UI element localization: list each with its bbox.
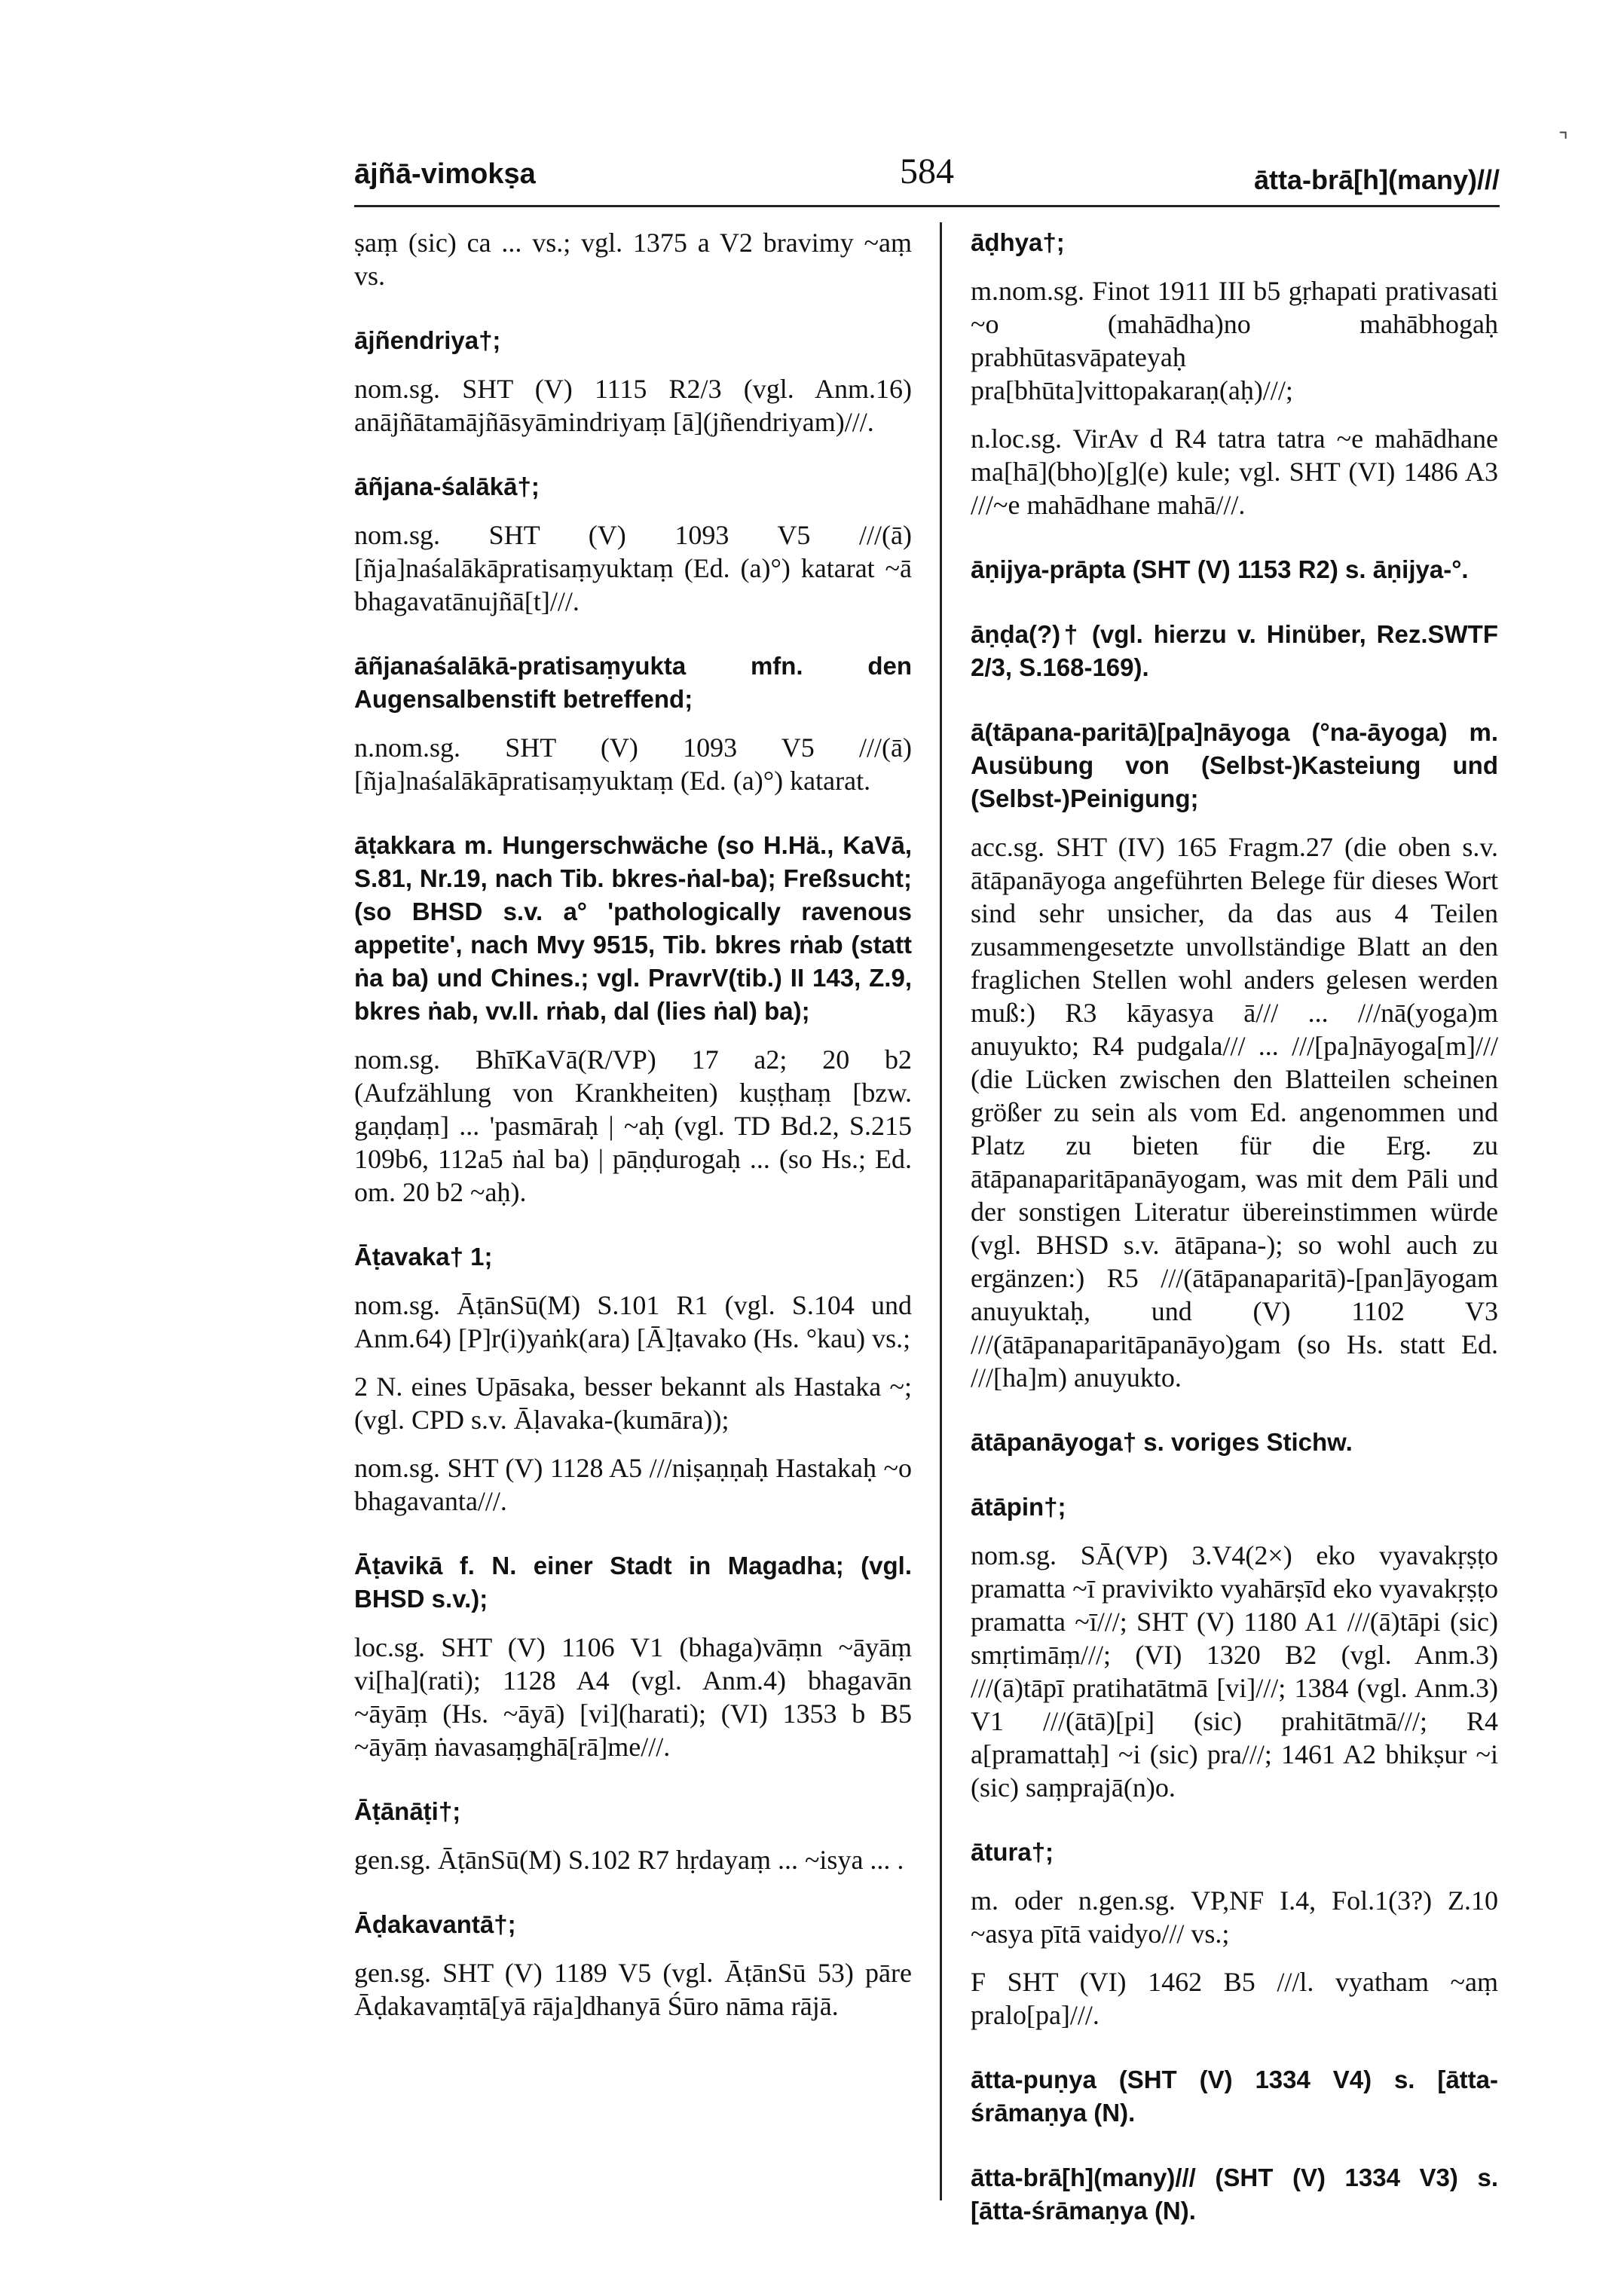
- entry-headword: ātāpin†;: [971, 1493, 1066, 1521]
- right-column: [971, 226, 1498, 2243]
- corner-mark: ⌝: [1558, 128, 1569, 153]
- header-left-catchword: ājñā-vimokṣa: [354, 158, 536, 190]
- entry-text: nom.sg. SHT (V) 1128 A5 ///niṣaṇṇaḥ Hastakaḥ ~o bhagavanta///.: [354, 1453, 912, 1516]
- entry-headword: Āṭānāṭi†;: [354, 1797, 461, 1825]
- entry-text: n.loc.sg. VirAv d R4 tatra tatra ~e mahādhane ma[hā](bho)[g](e) kule; vgl. SHT (VI) 1486 A3 ///~e mahādhane mahā///.: [971, 424, 1498, 520]
- entry-headword: āñjana-śalākā†;: [354, 472, 540, 500]
- entry-text: nom.sg. SHT (V) 1093 V5 ///(ā)[ñja]naśalākāpratisaṃyuktaṃ (Ed. (a)°) katarat ~ā bhagavatānujñā[t]///.: [354, 520, 912, 616]
- entry-text: gen.sg. ĀṭānSū(M) S.102 R7 hṛdayaṃ ... ~isya ... .: [354, 1845, 904, 1875]
- entry-text: gen.sg. SHT (V) 1189 V5 (vgl. ĀṭānSū 53) pāre Āḍakavaṃtā[yā rāja]dhanyā Śūro nāma rājā.: [354, 1958, 912, 2021]
- entry-headword: ātāpanāyoga† s. voriges Stichw.: [971, 1428, 1353, 1456]
- entry-headword: āṭakkara m. Hungerschwäche (so H.Hä., KaVā, S.81, Nr.19, nach Tib. bkres-ṅal-ba); Freßsucht; (so BHSD s.v. a° 'pathologically ravenous appetite', nach Mvy 9515, Tib. bkres rṅab (statt ṅa ba) und Chines.; vgl. PravrV(tib.) II 143, Z.9, bkres ṅab, vv.ll. rṅab, dal (lies ṅal) ba);: [354, 831, 912, 1025]
- entry-headword: Āṭavikā f. N. einer Stadt in Magadha; (vgl. BHSD s.v.);: [354, 1552, 912, 1613]
- entry-text: m. oder n.gen.sg. VP,NF I.4, Fol.1(3?) Z.10 ~asya pītā vaidyo/// vs.;: [971, 1885, 1498, 1949]
- page-number: 584: [900, 151, 954, 191]
- entry-headword: ātta-brā[h](many)/// (SHT (V) 1334 V3) s. [ātta-śrāmaṇya (N).: [971, 2164, 1498, 2225]
- entry-headword: ā(tāpana-paritā)[pa]nāyoga (°na-āyoga) m. Ausübung von (Selbst-)Kasteiung und (Selbst-)Peinigung;: [971, 718, 1498, 812]
- page-header: [354, 151, 1500, 211]
- entry-text: F SHT (VI) 1462 B5 ///l. vyatham ~aṃ pralo[pa]///.: [971, 1967, 1498, 2030]
- column-divider: [940, 222, 942, 2200]
- entry-headword: Āṭavaka† 1;: [354, 1243, 493, 1271]
- entry-text: acc.sg. SHT (IV) 165 Fragm.27 (die oben s.v. ātāpanāyoga angeführten Belege für dieses Wort sind sehr unsicher, da das aus 4 Teilen zusammengesetzte unvollständige Blatt an den fraglichen Stellen wohl anders gelesen werden muß:) R3 kāyasya ā/// ... ///nā(yoga)m anuyukto; R4 pudgala/// ... ///[pa]nāyoga[m]/// (die Lücken zwischen den Blatteilen scheinen größer zu sein als vom Ed. angenommen und Platz zu bieten für die Erg. zu ātāpanaparitāpanāyogam, was mit dem Pāli und der sonstigen Literatur übereinstimmen würde (vgl. BHSD s.v. ātāpana-); so wohl auch zu ergänzen:) R5 ///(ātāpanaparitā)-[pan]āyogam anuyuktaḥ, und (V) 1102 V3 ///(ātāpanaparitāpanāyo)gam (so Hs. statt Ed. ///[ha]m) anuyukto.: [971, 832, 1498, 1393]
- entry-text: nom.sg. SĀ(VP) 3.V4(2×) eko vyavakṛṣṭo pramatta ~ī pravivikto vyahārṣīd eko vyavakṛṣṭo pramatta ~ī///; SHT (V) 1180 A1 ///(ā)tāpi (sic) smṛtimāṃ///; (VI) 1320 B2 (vgl. Anm.3) ///(ā)tāpī pratihatātmā [vi]///; 1384 (vgl. Anm.3) V1 ///(ātā)[pi] (sic) prahitātmā///; R4 a[pramattaḥ] ~i (sic) pra///; 1461 A2 bhikṣur ~i (sic) saṃprajā(n)o.: [971, 1540, 1498, 1803]
- left-column: [354, 226, 912, 2038]
- entry-headword: ātura†;: [971, 1838, 1054, 1866]
- entry-text: m.nom.sg. Finot 1911 III b5 gṛhapati prativasati ~o (mahādha)no mahābhogaḥ prabhūtasvāpateyaḥ pra[bhūta]vittopakaraṇ(aḥ)///;: [971, 276, 1498, 405]
- entry-headword: āṇḍa(?)† (vgl. hierzu v. Hinüber, Rez.SWTF 2/3, S.168-169).: [971, 620, 1498, 681]
- entry-headword: Āḍakavantā†;: [354, 1910, 516, 1938]
- entry-text: n.nom.sg. SHT (V) 1093 V5 ///(ā)[ñja]naśalākāpratisaṃyuktaṃ (Ed. (a)°) katarat.: [354, 732, 912, 796]
- entry-text: nom.sg. BhīKaVā(R/VP) 17 a2; 20 b2 (Aufzählung von Krankheiten) kuṣṭhaṃ [bzw. gaṇḍaṃ] ... 'pasmāraḥ | ~aḥ (vgl. TD Bd.2, S.215 109b6, 112a5 ṅal ba) | pāṇḍurogaḥ ... (so Hs.; Ed. om. 20 b2 ~aḥ).: [354, 1044, 912, 1207]
- entry-headword: āḍhya†;: [971, 228, 1065, 256]
- entry-text: loc.sg. SHT (V) 1106 V1 (bhaga)vāṃn ~āyāṃ vi[ha](rati); 1128 A4 (vgl. Anm.4) bhagavān ~āyāṃ (Hs. ~āyā) [vi](harati); (VI) 1353 b B5 ~āyāṃ ṅavasaṃghā[rā]me///.: [354, 1632, 912, 1762]
- entry-headword: āṇijya-prāpta (SHT (V) 1153 R2) s. āṇijya-°.: [971, 555, 1469, 583]
- header-right-catchword: ātta-brā[h](many)///: [1253, 164, 1500, 195]
- entry-text: nom.sg. SHT (V) 1115 R2/3 (vgl. Anm.16) anājñātamājñāsyāmindriyaṃ [ā](jñendriyam)///.: [354, 374, 912, 437]
- header-rule: [354, 205, 1500, 207]
- entry-headword: ājñendriya†;: [354, 326, 501, 354]
- entry-text: ṣaṃ (sic) ca ... vs.; vgl. 1375 a V2 bravimy ~aṃ vs.: [354, 228, 912, 291]
- entry-headword: ātta-puṇya (SHT (V) 1334 V4) s. [ātta-śrāmaṇya (N).: [971, 2066, 1498, 2127]
- entry-headword: āñjanaśalākā-pratisaṃyukta mfn. den Augensalbenstift betreffend;: [354, 652, 912, 713]
- entry-text: 2 N. eines Upāsaka, besser bekannt als Hastaka ~; (vgl. CPD s.v. Āḷavaka-(kumāra));: [354, 1371, 912, 1435]
- entry-text: nom.sg. ĀṭānSū(M) S.101 R1 (vgl. S.104 und Anm.64) [P]r(i)yaṅk(ara) [Ā]ṭavako (Hs. °kau) vs.;: [354, 1290, 912, 1353]
